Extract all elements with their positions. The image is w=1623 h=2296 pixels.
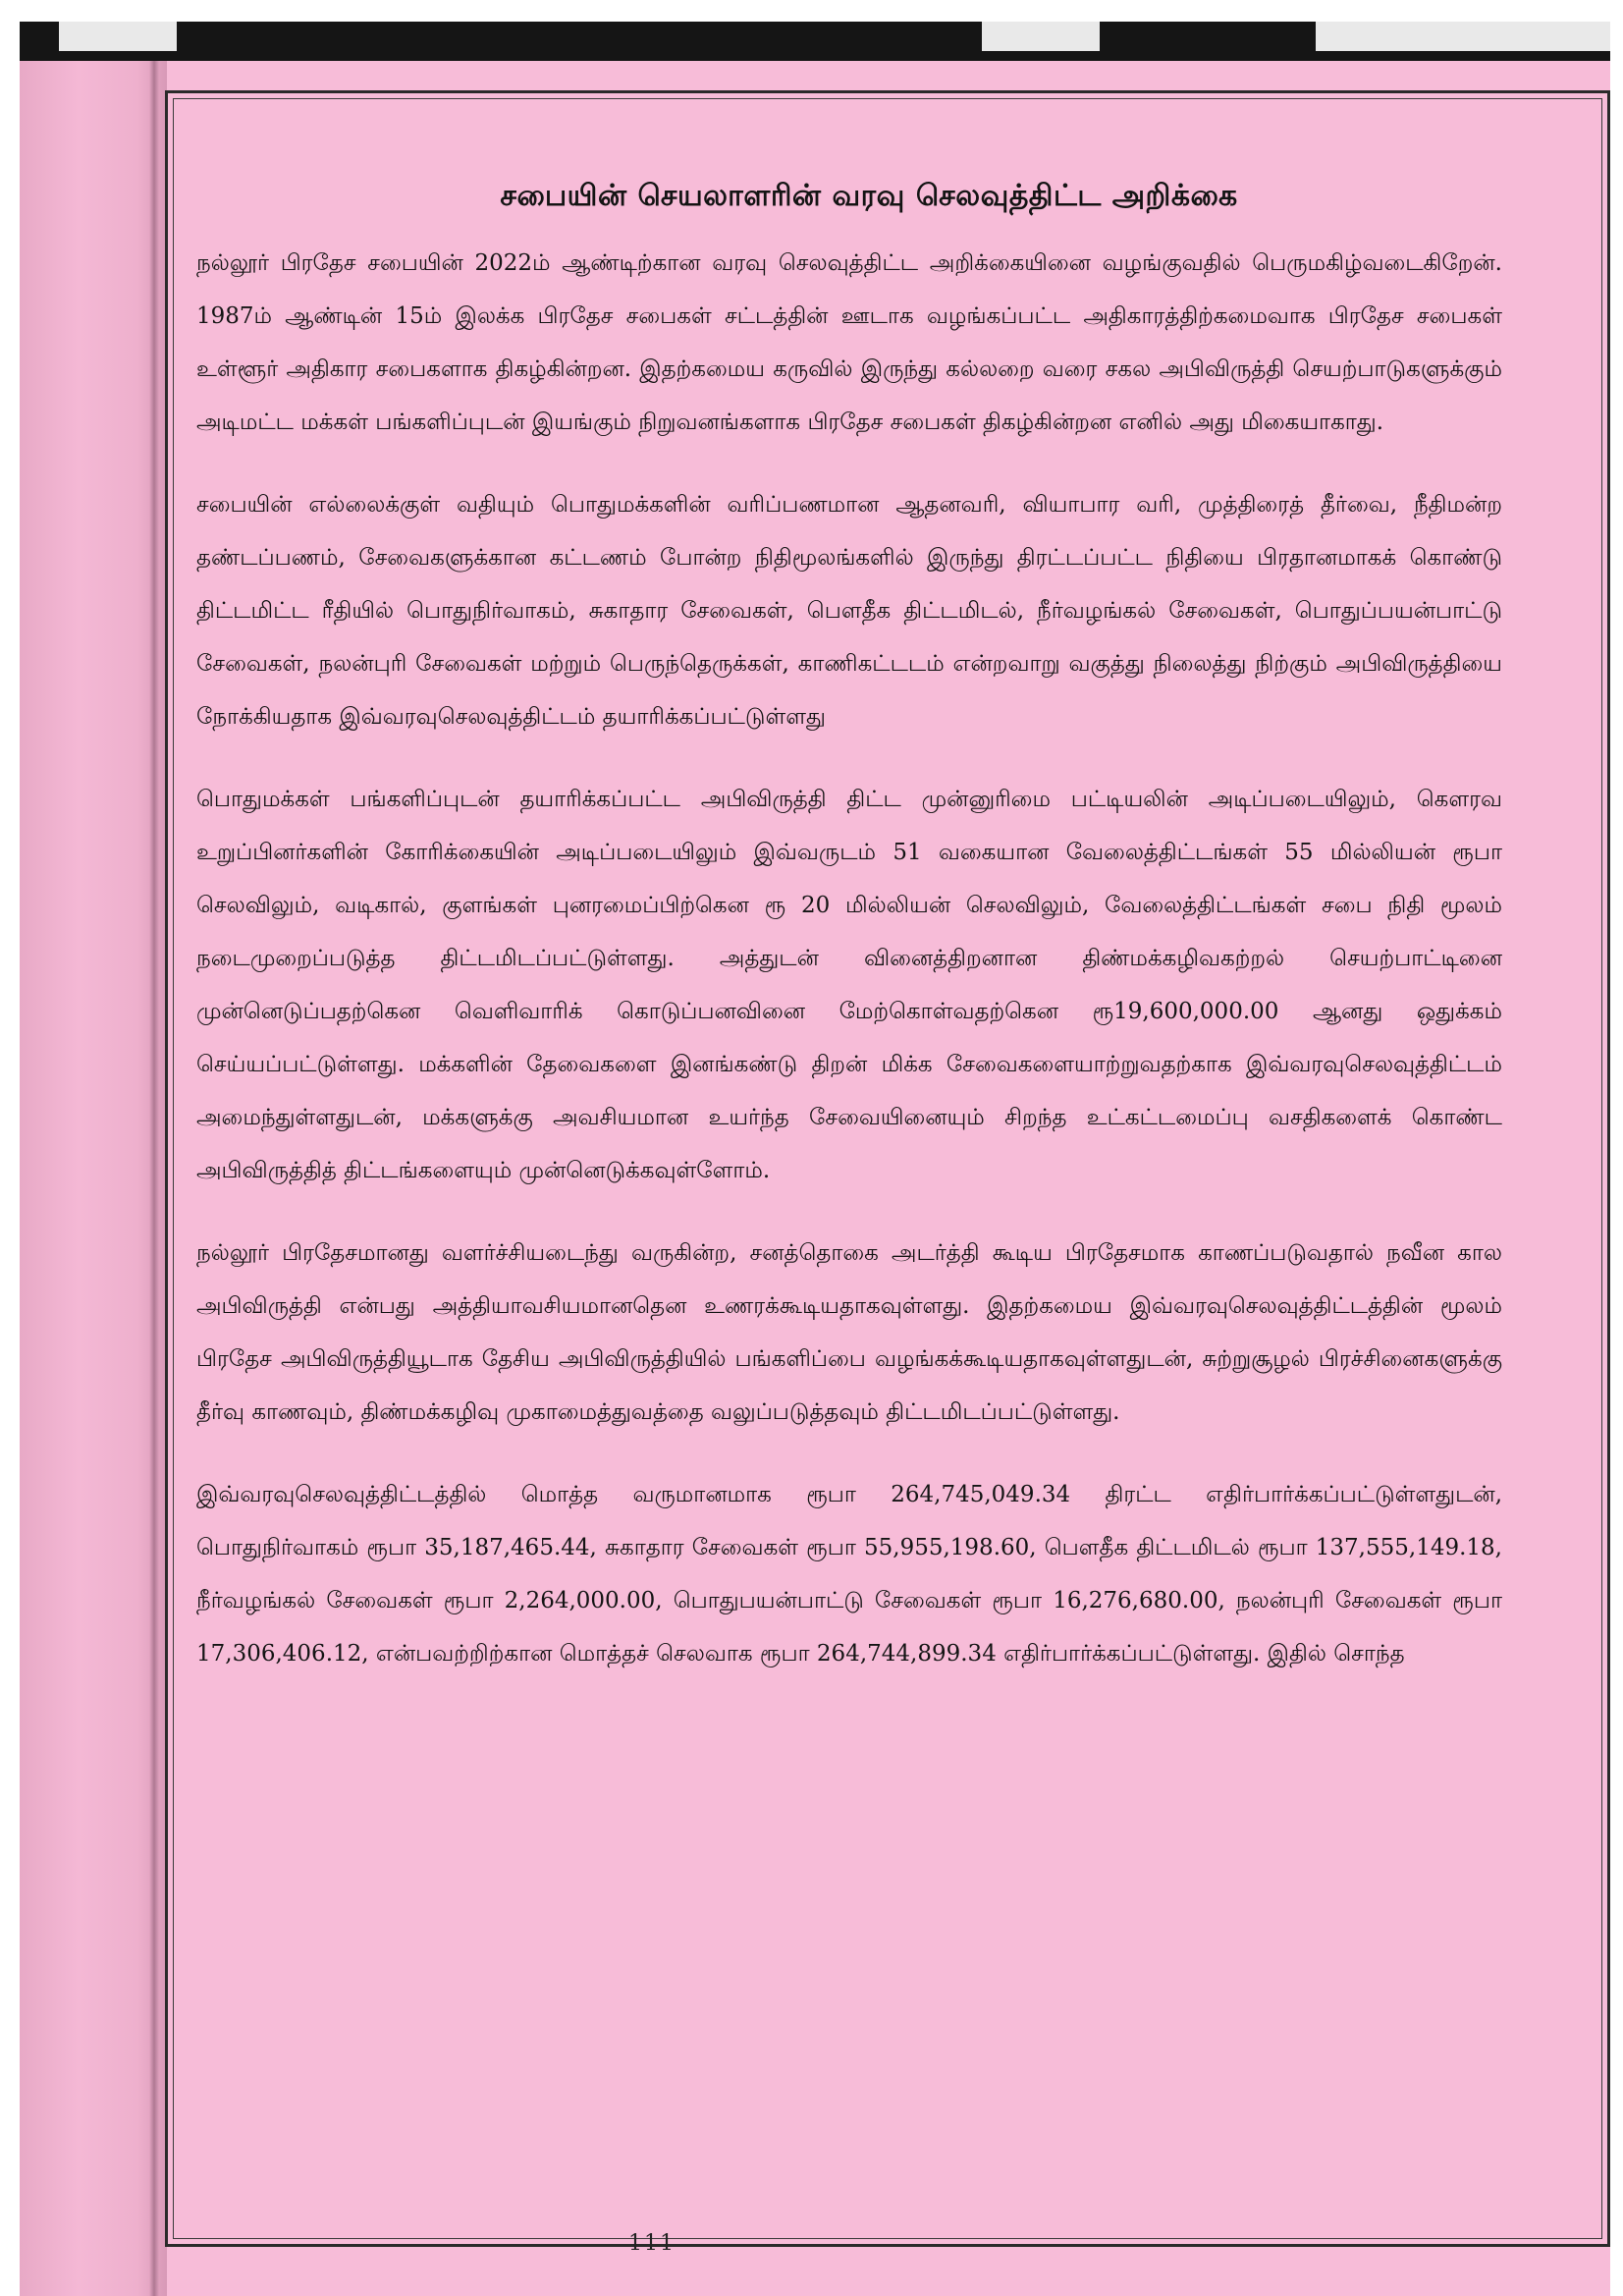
paragraph-development-projects: பொதுமக்கள் பங்களிப்புடன் தயாரிக்கப்பட்ட அபிவிருத்தி திட்ட முன்னுரிமை பட்டியலின் அடிப்படையிலும், கௌரவ உறுப்பினர்களின் கோரிக்கையின் அடிப்படையிலும் இவ்வருடம் 51 வகையான வேலைத்திட்டங்கள் 55 மில்லியன் ரூபா செலவிலும், வடிகால், குளங்கள் புனரமைப்பிற்கென ரூ 20 மில்லியன் செலவிலும், வேலைத்திட்டங்கள் சபை நிதி மூலம் நடைமுறைப்படுத்த திட்டமிடப்பட்டுள்ளது. அத்துடன் வினைத்திறனான திண்மக்கழிவகற்றல் செயற்பாட்டினை முன்னெடுப்பதற்கென வெளிவாரிக் கொடுப்பனவினை மேற்கொள்வதற்கென ரூ19,600,000.00 ஆனது ஒதுக்கம் செய்யப்பட்டுள்ளது. மக்களின் தேவைகளை இனங்கண்டு திறன் மிக்க சேவைகளையாற்றுவதற்காக இவ்வரவுசெலவுத்திட்டம் அமைந்துள்ளதுடன், மக்களுக்கு அவசியமான உயர்ந்த சேவையினையும் சிறந்த உட்கட்டமைப்பு வசதிகளைக் கொண்ட அபிவிருத்தித் திட்டங்களையும் முன்னெடுக்கவுள்ளோம். — [196, 787, 1502, 1183]
paragraph-budget-totals: இவ்வரவுசெலவுத்திட்டத்தில் மொத்த வருமானமாக ரூபா 264,745,049.34 திரட்ட எதிர்பார்க்கப்பட்டுள்ளதுடன், பொதுநிர்வாகம் ரூபா 35,187,465.44, சுகாதார சேவைகள் ரூபா 55,955,198.60, பௌதீக திட்டமிடல் ரூபா 137,555,149.18, நீர்வழங்கல் சேவைகள் ரூபா 2,264,000.00, பொதுபயன்பாட்டு சேவைகள் ரூபா 16,276,680.00, நலன்புரி சேவைகள் ரூபா 17,306,406.12, என்பவற்றிற்கான மொத்தச் செலவாக ரூபா 264,744,899.34 எதிர்பார்க்கப்பட்டுள்ளது. இதில் சொந்த — [196, 1482, 1502, 1667]
scan-top-edge — [20, 22, 1610, 63]
page-number: 111 — [628, 2231, 676, 2256]
document-body — [196, 179, 1502, 1710]
book-spine-fold — [149, 61, 159, 2296]
document-title: சபையின் செயலாளரின் வரவு செலவுத்திட்ட அறிக்கை — [500, 179, 1238, 213]
document-page — [20, 61, 1610, 2296]
book-spine-shadow — [20, 61, 167, 2296]
scan-edge-gap — [59, 22, 177, 51]
scan-edge-gap — [982, 22, 1100, 51]
paragraph-nallur-growth: நல்லூர் பிரதேசமானது வளர்ச்சியடைந்து வருகின்ற, சனத்தொகை அடர்த்தி கூடிய பிரதேசமாக காணப்படுவதால் நவீன கால அபிவிருத்தி என்பது அத்தியாவசியமானதென உணரக்கூடியதாகவுள்ளது. இதற்கமைய இவ்வரவுசெலவுத்திட்டத்தின் மூலம் பிரதேச அபிவிருத்தியூடாக தேசிய அபிவிருத்தியில் பங்களிப்பை வழங்கக்கூடியதாகவுள்ளதுடன், சுற்றுசூழல் பிரச்சினைகளுக்கு தீர்வு காணவும், திண்மக்கழிவு முகாமைத்துவத்தை வலுப்படுத்தவும் திட்டமிடப்பட்டுள்ளது. — [196, 1240, 1502, 1425]
paragraph-revenue-sources: சபையின் எல்லைக்குள் வதியும் பொதுமக்களின் வரிப்பணமான ஆதனவரி, வியாபார வரி, முத்திரைத் தீர்வை, நீதிமன்ற தண்டப்பணம், சேவைகளுக்கான கட்டணம் போன்ற நிதிமூலங்களில் இருந்து திரட்டப்பட்ட நிதியை பிரதானமாகக் கொண்டு திட்டமிட்ட ரீதியில் பொதுநிர்வாகம், சுகாதார சேவைகள், பௌதீக திட்டமிடல், நீர்வழங்கல் சேவைகள், பொதுப்பயன்பாட்டு சேவைகள், நலன்புரி சேவைகள் மற்றும் பெருந்தெருக்கள், காணிகட்டடம் என்றவாறு வகுத்து நிலைத்து நிற்கும் அபிவிருத்தியை நோக்கியதாக இவ்வரவுசெலவுத்திட்டம் தயாரிக்கப்பட்டுள்ளது — [196, 492, 1502, 730]
paragraph-intro: நல்லூர் பிரதேச சபையின் 2022ம் ஆண்டிற்கான வரவு செலவுத்திட்ட அறிக்கையினை வழங்குவதில் பெருமகிழ்வடைகிறேன். 1987ம் ஆண்டின் 15ம் இலக்க பிரதேச சபைகள் சட்டத்தின் ஊடாக வழங்கப்பட்ட அதிகாரத்திற்கமைவாக பிரதேச சபைகள் உள்ளூர் அதிகார சபைகளாக திகழ்கின்றன. இதற்கமைய கருவில் இருந்து கல்லறை வரை சகல அபிவிருத்தி செயற்பாடுகளுக்கும் அடிமட்ட மக்கள் பங்களிப்புடன் இயங்கும் நிறுவனங்களாக பிரதேச சபைகள் திகழ்கின்றன எனில் அது மிகையாகாது. — [196, 250, 1502, 435]
scan-edge-gap — [1316, 22, 1610, 51]
